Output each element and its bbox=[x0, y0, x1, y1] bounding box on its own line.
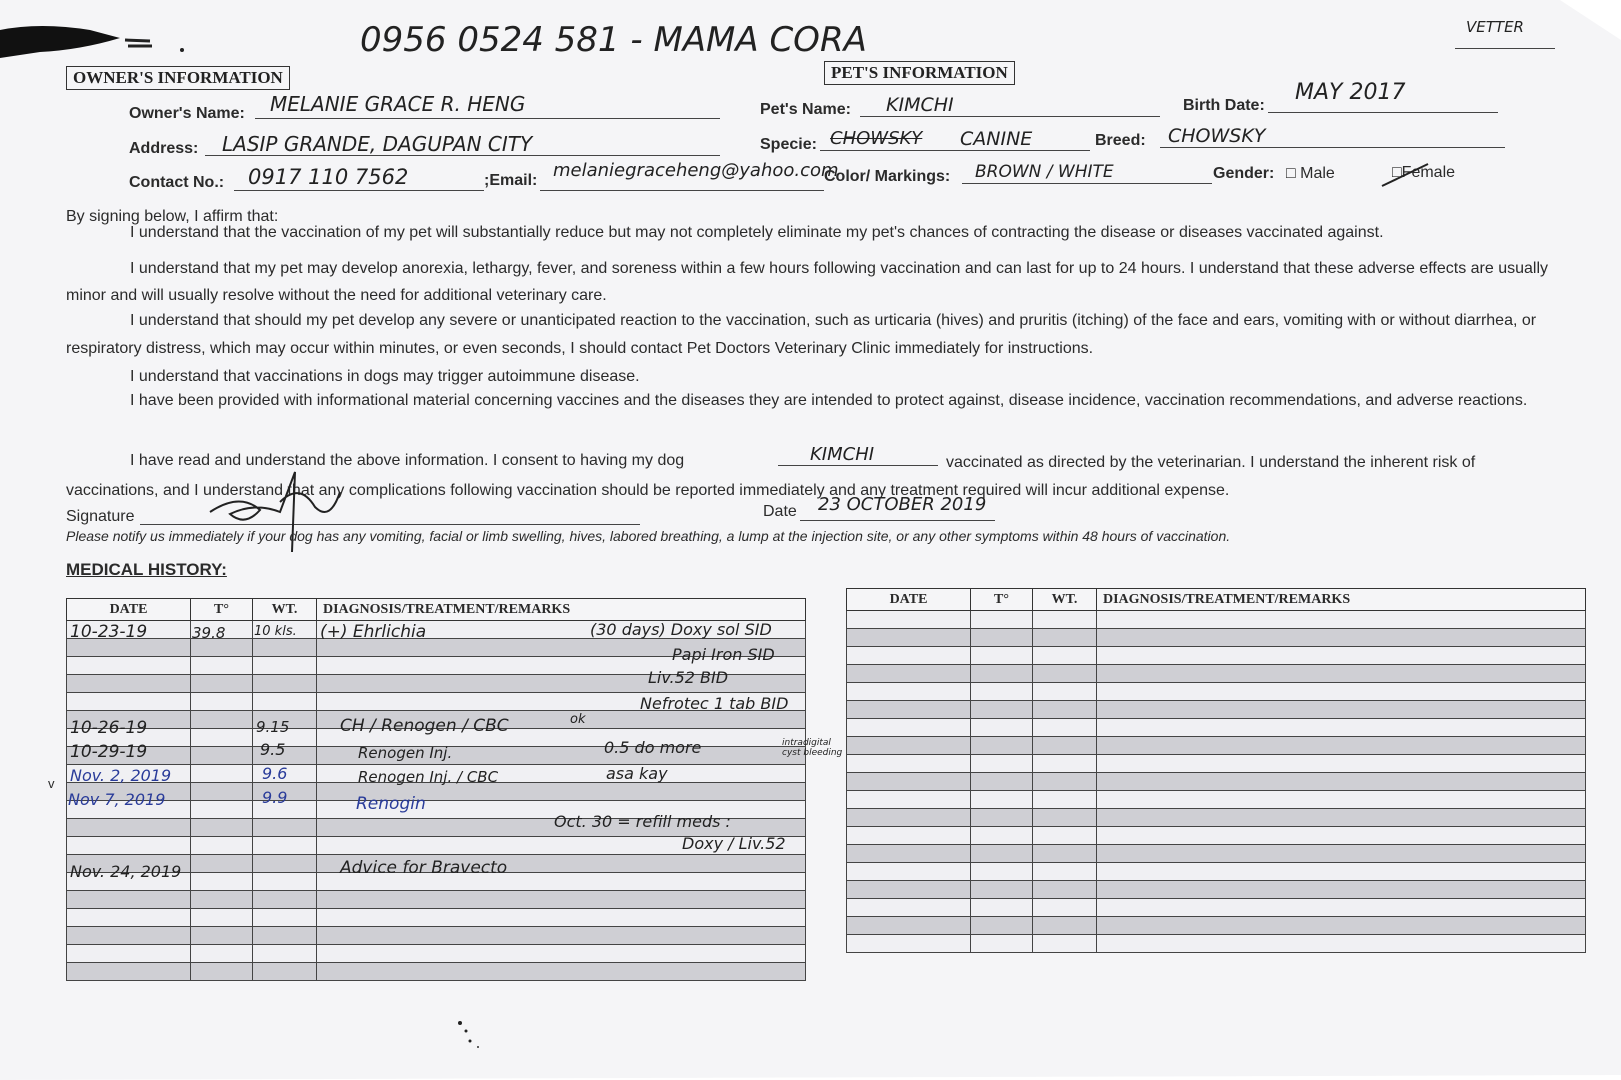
table-row bbox=[847, 629, 1586, 647]
dose-note: 0.5 do more bbox=[604, 738, 702, 757]
address-label: Address: bbox=[129, 140, 199, 157]
table-row bbox=[67, 945, 806, 963]
consent-dog-name: KIMCHI bbox=[810, 444, 875, 465]
color-label: Color/ Markings: bbox=[824, 168, 951, 185]
medical-history-heading: MEDICAL HISTORY: bbox=[66, 560, 227, 579]
table-row bbox=[847, 809, 1586, 827]
entry-2-date: 10-26-19 bbox=[70, 718, 148, 738]
signature-label: Signature bbox=[66, 508, 135, 525]
table-row bbox=[847, 845, 1586, 863]
top-right-note: VETTER bbox=[1466, 18, 1524, 36]
rx-line-1: (30 days) Doxy sol SID bbox=[590, 620, 772, 639]
table-row bbox=[847, 755, 1586, 773]
table-row bbox=[847, 611, 1586, 629]
col-weight: WT. bbox=[253, 599, 317, 621]
gender-label: Gender: bbox=[1213, 165, 1275, 182]
table-row bbox=[847, 935, 1586, 953]
table-row bbox=[847, 881, 1586, 899]
gender-female-option: □Female bbox=[1392, 164, 1456, 181]
top-right-underline bbox=[1455, 48, 1555, 49]
symptom-notice: Please notify us immediately if your dog has any vomiting, facial or limb swelling, hives, labored breathing, a lump at the injection site, or any other symptoms within 48 hours of vaccination. bbox=[66, 528, 1231, 544]
owner-name-value: MELANIE GRACE R. HENG bbox=[270, 92, 526, 116]
entry-1-remark: (+) Ehrlichia bbox=[320, 622, 427, 642]
birth-date-line bbox=[1268, 112, 1498, 113]
entry-5-date: Nov 7, 2019 bbox=[68, 790, 166, 809]
date-line bbox=[800, 520, 995, 521]
entry-1-date: 10-23-19 bbox=[70, 622, 148, 642]
contact-value: 0917 110 7562 bbox=[248, 165, 409, 189]
birth-date-label: Birth Date: bbox=[1183, 97, 1265, 114]
species-struck-value: CHOWSKY bbox=[830, 128, 923, 149]
rx-line-4: Nefrotec 1 tab BID bbox=[640, 694, 789, 713]
entry-4-remark: Renogen Inj. / CBC bbox=[358, 768, 499, 786]
breed-line bbox=[1160, 147, 1505, 148]
table-row bbox=[847, 647, 1586, 665]
entry-6-date: Nov. 24, 2019 bbox=[70, 862, 182, 881]
female-check-mark bbox=[1380, 160, 1440, 190]
owner-name-label: Owner's Name: bbox=[129, 105, 245, 122]
table-row bbox=[847, 827, 1586, 845]
breed-value: CHOWSKY bbox=[1168, 125, 1266, 147]
email-value: melaniegraceheng@yahoo.com bbox=[553, 160, 839, 181]
entry-5-weight: 9.9 bbox=[262, 788, 288, 807]
address-value: LASIP GRANDE, DAGUPAN CITY bbox=[222, 132, 533, 156]
address-line bbox=[205, 155, 720, 156]
pet-name-value: KIMCHI bbox=[886, 94, 954, 116]
table-row bbox=[847, 773, 1586, 791]
side-note: intradigital cyst bleeding bbox=[782, 738, 843, 758]
table-row bbox=[847, 665, 1586, 683]
rx-line-2: Papi Iron SID bbox=[672, 645, 775, 664]
table-row bbox=[847, 737, 1586, 755]
species-label: Specie: bbox=[760, 136, 817, 153]
entry-3-date: 10-29-19 bbox=[70, 742, 148, 762]
consent-date-value: 23 OCTOBER 2019 bbox=[818, 494, 987, 515]
consent-paragraph-4: I understand that vaccinations in dogs may trigger autoimmune disease. bbox=[130, 368, 640, 385]
table-row bbox=[847, 701, 1586, 719]
table-row bbox=[67, 891, 806, 909]
entry-4-date: Nov. 2, 2019 bbox=[70, 766, 172, 785]
scan-tear-mark bbox=[0, 0, 200, 70]
table-row bbox=[67, 909, 806, 927]
pet-info-heading: PET'S INFORMATION bbox=[824, 61, 1015, 85]
consent-paragraph-6-end: vaccinated as directed by the veterinarian. I understand the inherent risk of vaccinations, and I understand that any complications following vaccination should be reported immediately and any treatment required will incur additional expense. bbox=[66, 454, 1476, 499]
pet-name-line bbox=[860, 116, 1160, 117]
table-row bbox=[847, 863, 1586, 881]
entry-1-weight: 10 kls. bbox=[254, 624, 297, 639]
refill-note: Oct. 30 = refill meds : bbox=[554, 812, 731, 831]
breed-label: Breed: bbox=[1095, 132, 1146, 149]
table-header-row bbox=[67, 599, 806, 621]
entry-2-remark: CH / Renogen / CBC bbox=[340, 716, 509, 736]
species-value: CANINE bbox=[960, 128, 1033, 150]
owner-signature bbox=[200, 452, 360, 572]
col-temp: T° bbox=[191, 599, 253, 621]
entry-3-weight: 9.5 bbox=[260, 740, 286, 759]
entry-6-remark: Advice for Bravecto bbox=[340, 858, 508, 878]
col-weight: WT. bbox=[1033, 589, 1097, 611]
entry-5-remark: Renogin bbox=[356, 794, 426, 814]
table-header-row bbox=[847, 589, 1586, 611]
asa-note: asa kay bbox=[606, 764, 668, 783]
col-remarks: DIAGNOSIS/TREATMENT/REMARKS bbox=[317, 599, 806, 621]
email-line bbox=[540, 190, 824, 191]
ink-specks bbox=[440, 1015, 500, 1055]
table-row bbox=[847, 719, 1586, 737]
consent-paragraph-3: I understand that should my pet develop any severe or unanticipated reaction to the vaccination, such as urticaria (hives) and pruritis (itching) of the face and ears, vomiting with or without diarrhea, or respiratory distress, which may occur within minutes, or even seconds, I should contact Pet Doctors Veterinary Clinic immediately for instructions. bbox=[66, 312, 1537, 357]
date-label: Date bbox=[763, 503, 797, 520]
email-label: ;Email: bbox=[484, 172, 538, 189]
table-row bbox=[67, 963, 806, 981]
col-remarks: DIAGNOSIS/TREATMENT/REMARKS bbox=[1097, 589, 1586, 611]
col-temp: T° bbox=[971, 589, 1033, 611]
species-line bbox=[820, 150, 1090, 151]
table-row bbox=[847, 683, 1586, 701]
table-row bbox=[847, 899, 1586, 917]
birth-date-value: MAY 2017 bbox=[1295, 80, 1406, 105]
contact-label: Contact No.: bbox=[129, 174, 225, 191]
entry-4-weight: 9.6 bbox=[262, 764, 288, 783]
contact-line bbox=[234, 190, 484, 191]
col-date: DATE bbox=[847, 589, 971, 611]
ok-note: ok bbox=[570, 712, 586, 727]
owner-name-line bbox=[255, 118, 720, 119]
consent-paragraph-1: I understand that the vaccination of my pet will substantially reduce but may not completely eliminate my pet's chances of contracting the disease or diseases vaccinated against. bbox=[130, 224, 1384, 241]
table-row bbox=[847, 917, 1586, 935]
owner-info-heading: OWNER'S INFORMATION bbox=[66, 66, 290, 90]
refill-meds-note: Doxy / Liv.52 bbox=[682, 834, 786, 853]
consent-paragraph-2: I understand that my pet may develop anorexia, lethargy, fever, and soreness within a few hours following vaccination and can last for up to 24 hours. I understand that these adverse effects are usually minor and will usually resolve without the need for additional veterinary care. bbox=[66, 260, 1549, 304]
rx-line-3: Liv.52 BID bbox=[648, 668, 729, 687]
table-row bbox=[847, 791, 1586, 809]
medical-history-table-right bbox=[846, 588, 1586, 953]
entry-1-temp: 39.8 bbox=[192, 624, 226, 642]
color-value: BROWN / WHITE bbox=[975, 162, 1114, 182]
handwritten-contact-note: 0956 0524 581 - MAMA CORA bbox=[360, 20, 867, 60]
consent-paragraph-6-start: I have read and understand the above information. I consent to having my dog bbox=[130, 452, 685, 469]
margin-check-mark: v bbox=[48, 776, 55, 791]
col-date: DATE bbox=[67, 599, 191, 621]
pet-name-label: Pet's Name: bbox=[760, 101, 851, 118]
consent-intro: By signing below, I affirm that: bbox=[66, 208, 279, 225]
table-row bbox=[67, 927, 806, 945]
gender-male-option: □ Male bbox=[1286, 165, 1335, 182]
entry-2-weight: 9.15 bbox=[256, 718, 290, 736]
color-line bbox=[962, 183, 1212, 184]
entry-3-remark: Renogen Inj. bbox=[358, 744, 453, 762]
consent-paragraph-5: I have been provided with informational material concerning vaccines and the diseases they are intended to protect against, disease incidence, vaccination recommendations, and adverse reactions. bbox=[130, 392, 1528, 409]
